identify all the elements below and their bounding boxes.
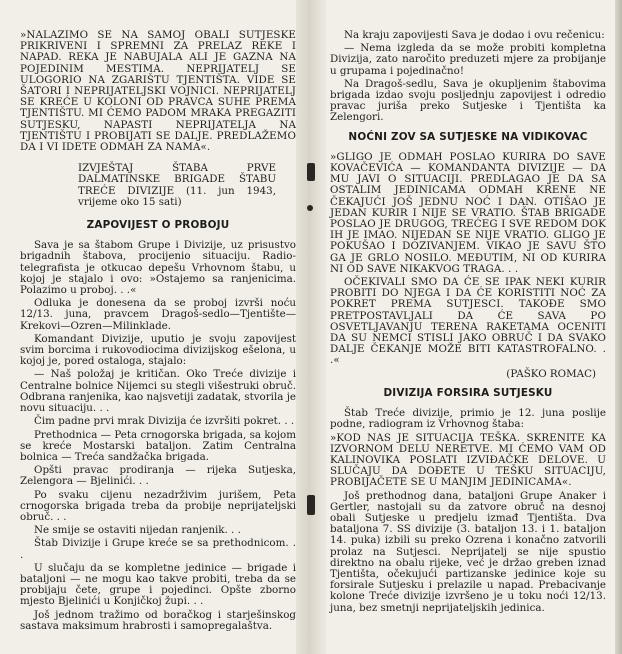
paragraph: U slučaju da se kompletne jedinice — brigade i bataljoni — ne mogu kao takve probiti, treba da se probijaju čete, grupe i pojedinci. Opšte zborno mjesto Bjelinići u Konjičkoj župi. . .: [20, 561, 296, 608]
paragraph: Na Dragoš-sedlu, Sava je okupljenim štabovima brigada izdao svoju posljednju zapovijest i odredio pravac juriša preko Sutjeske i Tjentišta ka Zelengori.: [330, 77, 606, 124]
paragraph: Još prethodnog dana, bataljoni Grupe Anaker i Gertler, nastojali su da zatvore obruč na desnoj obali Sutjeske u predjelu izmađ Tjentišta. Dva bataljona 7. SS divizije (3. bataljon 13. i 1. bataljon 14. puka) izbili su preko Ozrena i konačno zatvorili prolaz na Sutjesci. Neprijatelj se nije spustio direktno na obalu rijeke, već je držao greben iznad Tjentišta, očekujući partizanske jedinice koje su forsirale Sutjesku i prelazile u napad. Prebacivanje kolone Treće divizije izvršeno je u toku noći 12/13. juna, bez smetnji neprijateljskih jedinica.: [330, 489, 606, 614]
paragraph: Čim padne prvi mrak Divizija će izvršiti pokret. . .: [34, 415, 295, 428]
section-heading-divizija: DIVIZIJA FORSIRA SUTJESKU: [383, 386, 553, 399]
binding-mark-bottom: [307, 495, 315, 515]
section-heading-zapovijest: ZAPOVIJEST O PROBOJU: [86, 219, 230, 232]
paragraph: Štab Treće divizije, primio je 12. juna poslije podne, radiogram iz Vrhovnog štaba:: [330, 407, 606, 431]
quote-signature: (PAŠKO ROMAC): [506, 367, 596, 380]
left-page: [20, 30, 296, 634]
paragraph: Prethodnica — Peta crnogorska brigada, sa kojom se kreće Mostarski bataljon. Zatim Centralna bolnica — Treća sandžačka brigada.: [20, 428, 296, 463]
paragraph: — Nema izgleda da se može probiti kompletna Divizija, zato naročito preduzeti mjere za probijanje u grupama i pojedinačno!: [330, 42, 606, 77]
paragraph: — Naš položaj je kritičan. Oko Treće divizije i Centralne bolnice Nijemci su stegli višestruki obruč. Odbrana ranjenika, kao najsvetiji zadatak, stvorila je novu situaciju. . .: [20, 368, 296, 415]
paragraph: Na kraju zapovijesti Sava je dodao i ovu rečenicu:: [344, 29, 605, 41]
book-gutter: [296, 0, 326, 654]
paragraph: Još jednom tražimo od boračkog i starješinskog sastava maksimum hrabrosti i samopregalaštva.: [20, 608, 296, 632]
radiogram-text: »KOD NAS JE SITUACIJA TEŠKA. SKRENITE KA IZVORNOM DELU NERETVE. MI ĆEMO VAM OD KALINOVIKA POSLATI IZVIĐAČKE DELOVE. U SLUČAJU DA DOĐETE U TEŠKU SITUACIJU, PROBIJAČETE SE U MANJIM JEDINICAMA«.: [330, 431, 606, 489]
paragraph: Po svaku cijenu nezadrživim jurišem, Peta crnogorska brigada treba da probije neprijateljski obruč. . .: [20, 488, 296, 523]
page-edge: [615, 0, 622, 654]
report-caption: IZVJEŠTAJ ŠTABA PRVE DALMATINSKE BRIGADE ŠTABU TREĆE DIVIZIJE (11. jun 1943, vrijeme oko 15 sati): [78, 162, 276, 208]
right-page: [330, 30, 606, 616]
paragraph: Sava je sa štabom Grupe i Divizije, uz prisustvo brigadnih štabova, procijenio situaciju. Radio-telegrafista je otkucao depešu Vrhovnom štabu, u kojoj je stajalo i ovo: »Ostajemo sa ranjenicima. Polazimo u proboj. . .«: [20, 239, 296, 297]
paragraph: Komandant Divizije, uputio je svoju zapovijest svim borcima i rukovodiocima divizijskog ešelona, u kojoj je, pored ostaloga, stajalo:: [20, 332, 296, 368]
paragraph: Štab Divizije i Grupe kreće se sa prethodnicom. . .: [20, 537, 296, 561]
paragraph: Opšti pravac prodiranja — rijeka Sutjeska, Zelengora — Bjelinići. . .: [20, 464, 296, 488]
brigade-report-text: »NALAZIMO SE NA SAMOJ OBALI SUTJESKE PRIKRIVENI I SPREMNI ZA PRELAZ REKE I NAPAD. REKA JE NABUJALA ALI JE GAZNA NA POJEDINIM MESTIMA. NEPRIJATELJ SE ULOGORIO NA ZGARIŠTU TJENTIŠTA. VIDE SE ŠATORI I NEPRIJATELJSKI VOJNICI. NEPRIJATELJ SE KREĆE U KOLONI OD PRAVCA SUHE PREMA TJENTIŠTU. MI ĆEMO PADOM MRAKA PREGAZITI SUTJESKU, NAPASTI NEPRIJATELJA NA TJENTIŠTU I PROBIJATI SE DALJE. PREDLAŽEMO DA I VI IDETE ODMAH ZA NAMA«.: [20, 29, 296, 154]
section-heading-nocni-zov: NOĆNI ZOV SA SUTJESKE NA VIDIKOVAC: [348, 130, 588, 143]
paragraph: Ne smije se ostaviti nijedan ranjenik. . .: [34, 524, 241, 537]
paragraph: Odluka je donesena da se proboj izvrši noću 12/13. juna, pravcem Dragoš-sedlo—Tjentište—Krekovi—Ozren—Milinklade.: [20, 297, 296, 332]
quote-block: OČEKIVALI SMO DA ĆE SE IPAK NEKI KURIR PROBITI DO NJEGA I DA ĆE KORISTITI NOĆ ZA POKRET PREMA SUTJESCI. TAKOĐE SMO PRETPOSTAVLJALI DA ĆE SAVA PO OSVETLJAVANJU TERENA RAKETAMA OCENITI DA SU NEMCI STISLI JAKO OBRUČ I DA SVAKO DALJE ČEKANJE MOŽE BITI KATASTROFALNO. . .«: [330, 276, 606, 367]
quote-block: »GLIGO JE ODMAH POSLAO KURIRA DO SAVE KOVAČEVIĆA — KOMANDANTA DIVIZIJE — DA MU JAVI O SITUACIJI. PREDLAGAO JE DA SA OSTALIM JEDINICAMA ODMAH KRENE NE ČEKAJUĆI JOŠ JEDNU NOĆ I DAN. OTIŠAO JE JEDAN KURIR I NIJE SE VRATIO. ŠTAB BRIGADE POSLAO JE DRUGOG, TREĆEG I SVE REDOM DOK IH JE IMAO. NIJEDAN SE NIJE VRATIO. GLIGO JE POKUŠAO I DOZIVANJEM. VIKAO JE SAVU ŠTO GA JE GRLO NOSILO. MEĐUTIM, NI OD KURIRA NI OD SAVE NIKAKVOG TRAGA. . .: [330, 150, 606, 275]
binding-mark-top: [307, 163, 315, 181]
binding-mark-middle: [307, 205, 313, 211]
